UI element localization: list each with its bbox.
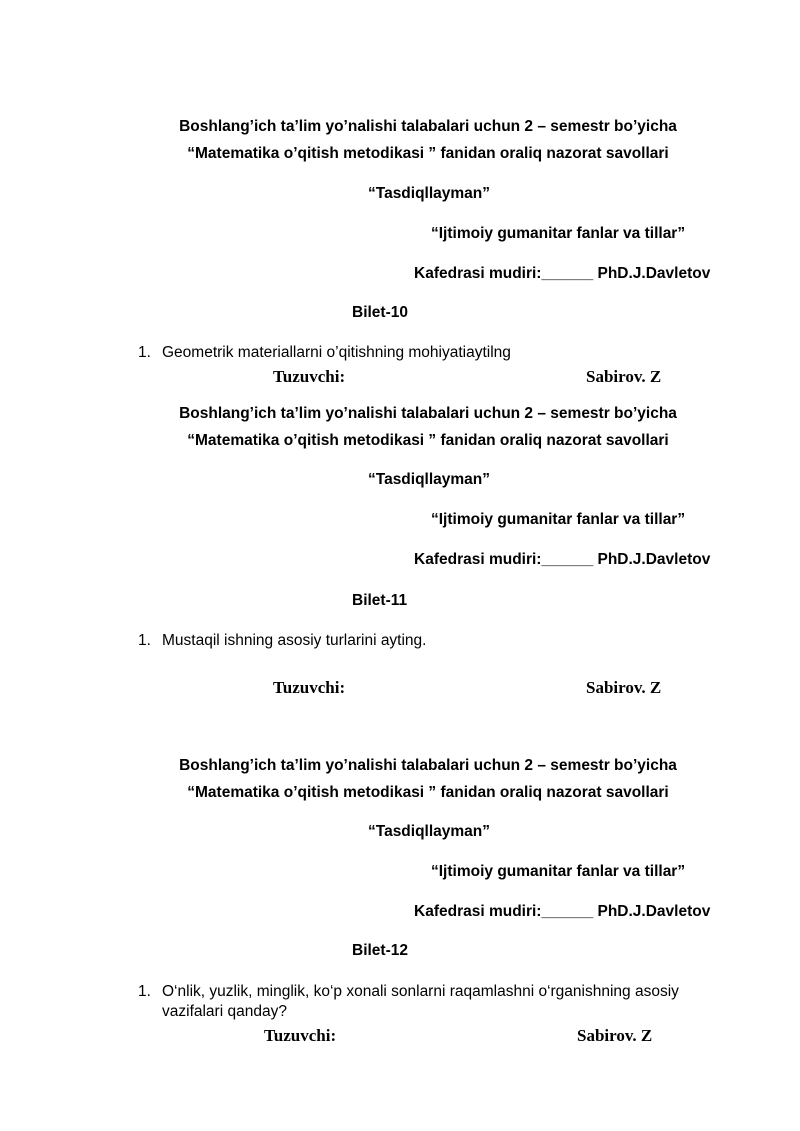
department-name: “Ijtimoiy gumanitar fanlar va tillar” [431,863,686,880]
department-name: “Ijtimoiy gumanitar fanlar va tillar” [431,511,686,528]
header-line-1: Boshlang’ich ta’lim yo’nalishi talabalari uchun 2 – semestr bo’yicha [179,757,677,774]
question-text-continued: vazifalari qanday? [162,1003,287,1020]
approval-text: “Tasdiqllayman” [368,823,491,840]
author-name: Sabirov. Z [577,1026,653,1045]
question-number: 1. [138,632,151,649]
department-head: Kafedrasi mudiri:______ PhD.J.Davletov [414,551,711,568]
department-head: Kafedrasi mudiri:______ PhD.J.Davletov [414,903,711,920]
author-label: Tuzuvchi: [264,1026,337,1045]
question-text: Mustaqil ishning asosiy turlarini ayting. [162,632,427,649]
header-line-1: Boshlang’ich ta’lim yo’nalishi talabalari uchun 2 – semestr bo’yicha [179,405,677,422]
question-text: O‘nlik, yuzlik, minglik, ko‘p xonali sonlarni raqamlashni o‘rganishning asosiy [162,983,679,1000]
department-name: “Ijtimoiy gumanitar fanlar va tillar” [431,225,686,242]
header-line-2: “Matematika o’qitish metodikasi ” fanidan oraliq nazorat savollari [187,784,669,801]
approval-text: “Tasdiqllayman” [368,185,491,202]
question-number: 1. [138,344,151,361]
department-head: Kafedrasi mudiri:______ PhD.J.Davletov [414,265,711,282]
header-line-2: “Matematika o’qitish metodikasi ” fanidan oraliq nazorat savollari [187,432,669,449]
author-name: Sabirov. Z [586,367,662,386]
header-line-2: “Matematika o’qitish metodikasi ” fanidan oraliq nazorat savollari [187,145,669,162]
ticket-number: Bilet-12 [352,942,408,959]
header-line-1: Boshlang’ich ta’lim yo’nalishi talabalari uchun 2 – semestr bo’yicha [179,118,677,135]
question-number: 1. [138,983,151,1000]
author-label: Tuzuvchi: [273,678,346,697]
approval-text: “Tasdiqllayman” [368,471,491,488]
author-label: Tuzuvchi: [273,367,346,386]
ticket-number: Bilet-11 [352,592,408,609]
ticket-number: Bilet-10 [352,304,408,321]
author-name: Sabirov. Z [586,678,662,697]
question-text: Geometrik materiallarni o’qitishning mohiyatiaytilng [162,344,511,361]
